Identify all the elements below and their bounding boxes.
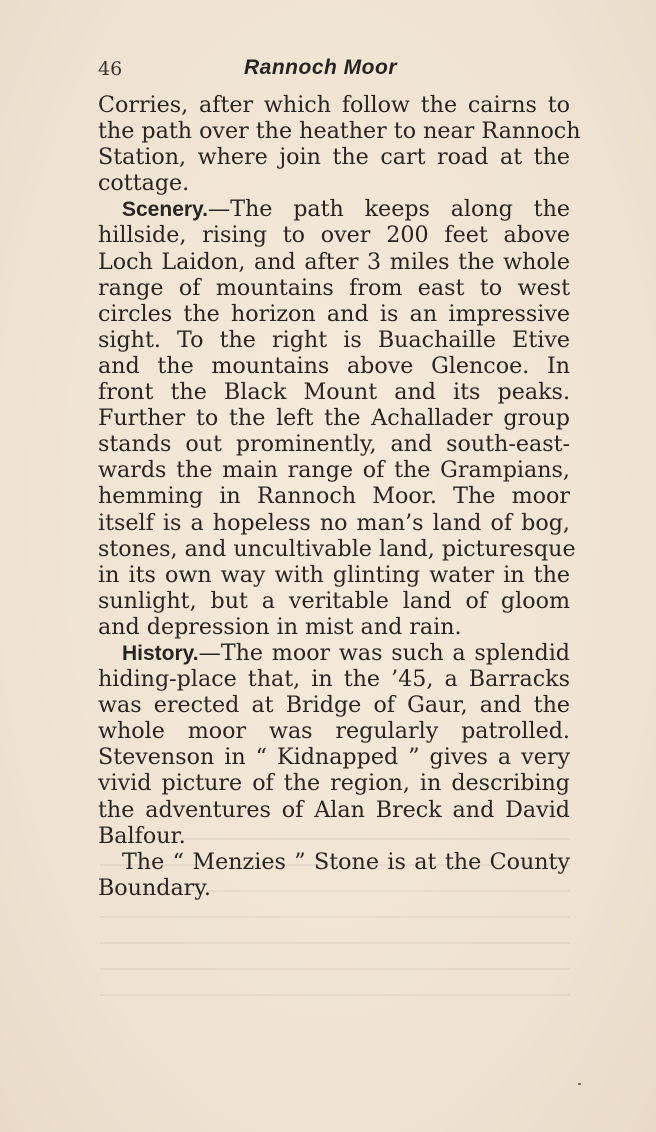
- show-through-shadow: [100, 820, 570, 1020]
- text-line: wards the main range of the Grampians,: [98, 457, 570, 484]
- text-line: cottage.: [98, 170, 190, 197]
- text-line: Corries, after which follow the cairns to: [98, 92, 570, 118]
- text-line: range of mountains from east to west: [98, 274, 570, 301]
- paper-speck: [578, 1083, 581, 1085]
- text-line: whole moor was regularly patrolled.: [98, 718, 570, 745]
- text-line: stones, and uncultivable land, picturesque: [98, 535, 576, 562]
- text-line: was erected at Bridge of Gaur, and the: [98, 692, 570, 719]
- text-line: and depression in mist and rain.: [98, 613, 462, 640]
- text-line: Stevenson in “ Kidnapped ” gives a very: [98, 744, 570, 771]
- text-line: and the mountains above Glencoe. In: [98, 352, 570, 379]
- history-paragraph-first-line: [98, 640, 570, 666]
- page-number: 46: [98, 58, 123, 80]
- body-text: [98, 92, 581, 901]
- text-line: Station, where join the cart road at the: [98, 144, 570, 171]
- text-line: hemming in Rannoch Moor. The moor: [98, 483, 570, 510]
- text-line: sunlight, but a veritable land of gloom: [98, 587, 570, 614]
- running-title: Rannoch Moor: [244, 56, 397, 79]
- text-line: sight. To the right is Buachaille Etive: [98, 326, 570, 353]
- text-line: itself is a hopeless no man’s land of bog,: [98, 509, 570, 536]
- scenery-paragraph-first-line: [98, 196, 570, 222]
- text-line: in its own way with glinting water in the: [98, 561, 570, 588]
- text-line: circles the horizon and is an impressive: [98, 300, 570, 327]
- text-line: stands out prominently, and south-east-: [98, 431, 570, 458]
- text-line: Balfour.: [98, 822, 186, 849]
- text-line: hiding-place that, in the ’45, a Barracks: [98, 666, 570, 693]
- text-line: vivid picture of the region, in describing: [98, 770, 570, 797]
- text-fragment: —The moor was such a splendid: [198, 639, 570, 666]
- history-heading: History.: [122, 641, 199, 665]
- text-line: The “ Menzies ” Stone is at the County: [122, 848, 570, 875]
- text-line: the path over the heather to near Rannoch: [98, 118, 581, 145]
- text-line: Further to the left the Achallader group: [98, 405, 570, 432]
- text-line: front the Black Mount and its peaks.: [98, 379, 570, 406]
- scenery-heading: Scenery.: [122, 198, 208, 222]
- text-fragment: —The path keeps along the: [208, 196, 570, 223]
- text-line: the adventures of Alan Breck and David: [98, 796, 570, 823]
- text-line: Loch Laidon, and after 3 miles the whole: [98, 248, 570, 275]
- page-header: [98, 58, 570, 86]
- text-line: hillside, rising to over 200 feet above: [98, 222, 570, 249]
- text-line: Boundary.: [98, 874, 211, 901]
